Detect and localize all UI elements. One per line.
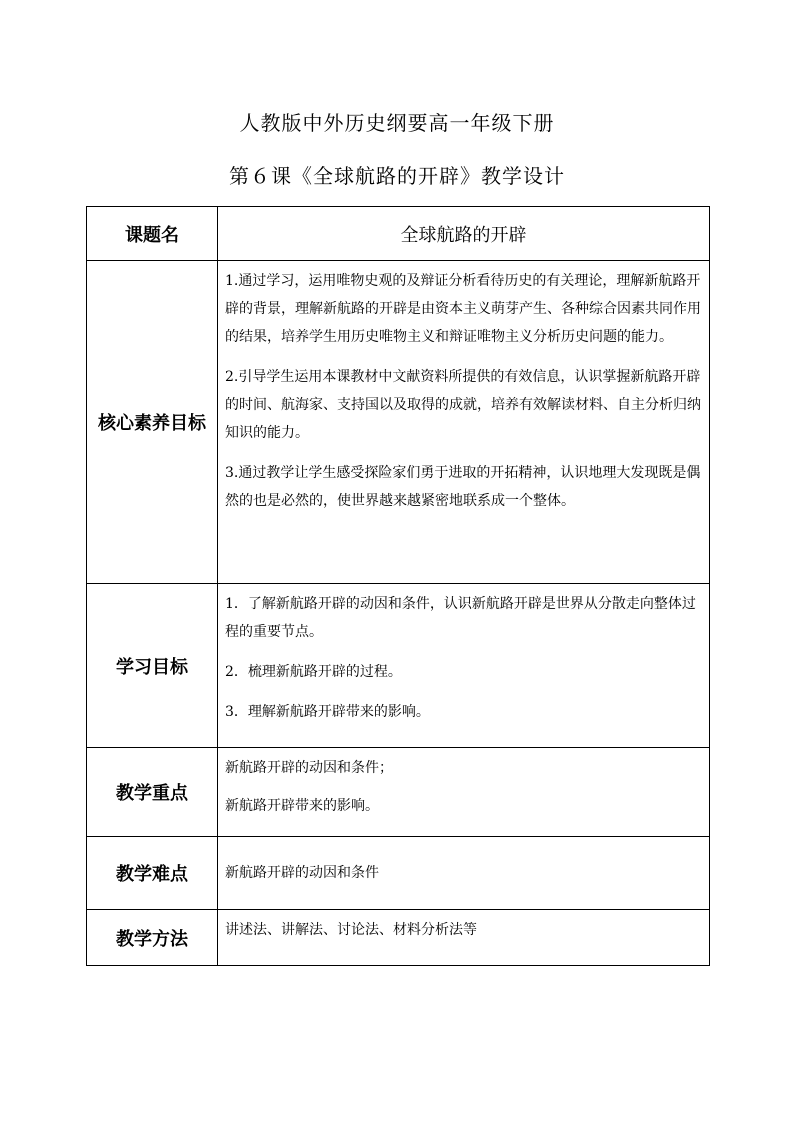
table-row-core-goals <box>87 261 710 584</box>
lesson-plan-table <box>86 206 710 966</box>
method-item: 讲述法、讲解法、讨论法、材料分析法等 <box>225 922 477 938</box>
learning-goal-item: 1．了解新航路开辟的动因和条件，认识新航路开辟是世界从分散走向整体过程的重要节点。 <box>225 596 696 640</box>
table-row-learning-goals <box>87 584 710 748</box>
topic-label: 课题名 <box>87 207 218 261</box>
core-goal-item: 2.引导学生运用本课教材中文献资料所提供的有效信息，认识掌握新航路开辟的时间、航海家、支持国以及取得的成就，培养有效解读材料、自主分析归纳知识的能力。 <box>225 369 701 441</box>
document-title: 人教版中外历史纲要高一年级下册 <box>239 111 555 135</box>
key-point-item: 新航路开辟带来的影响。 <box>225 798 379 814</box>
core-goal-item: 3.通过教学让学生感受探险家们勇于进取的开拓精神，认识地理大发现既是偶然的也是必然的，使世界越来越紧密地联系成一个整体。 <box>225 465 701 509</box>
difficult-points-label: 教学难点 <box>87 837 218 910</box>
learning-goals-label: 学习目标 <box>87 584 218 748</box>
difficult-points-content <box>218 837 710 910</box>
document-subtitle: 第６课《全球航路的开辟》教学设计 <box>229 164 565 188</box>
core-goals-label: 核心素养目标 <box>87 261 218 584</box>
learning-goal-item: 2．梳理新航路开辟的过程。 <box>225 664 402 680</box>
methods-content <box>218 910 710 966</box>
core-goals-content <box>218 261 710 584</box>
table-row-difficult-points <box>87 837 710 910</box>
methods-label: 教学方法 <box>87 910 218 966</box>
learning-goal-item: 3．理解新航路开辟带来的影响。 <box>225 704 430 720</box>
table-row-methods <box>87 910 710 966</box>
key-points-label: 教学重点 <box>87 748 218 837</box>
key-points-content <box>218 748 710 837</box>
learning-goals-content <box>218 584 710 748</box>
difficult-point-item: 新航路开辟的动因和条件 <box>225 865 379 881</box>
topic-value: 全球航路的开辟 <box>218 207 710 261</box>
table-row-key-points <box>87 748 710 837</box>
key-point-item: 新航路开辟的动因和条件； <box>225 760 393 776</box>
table-row-topic <box>87 207 710 261</box>
core-goal-item: 1.通过学习，运用唯物史观的及辩证分析看待历史的有关理论，理解新航路开辟的背景，理解新航路的开辟是由资本主义萌芽产生、各种综合因素共同作用的结果，培养学生用历史唯物主义和辩证唯物主义分析历史问题的能力。 <box>225 273 701 345</box>
